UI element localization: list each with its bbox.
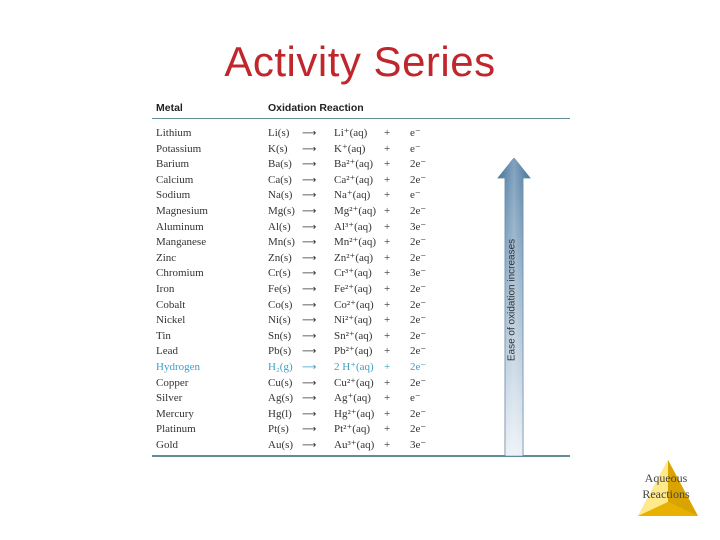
electrons-cell: 2e⁻	[410, 236, 427, 249]
electrons-cell: 2e⁻	[410, 158, 427, 171]
plus-sign: +	[384, 376, 391, 389]
reactant-cell: K(s)	[268, 142, 288, 155]
plus-sign: +	[384, 392, 391, 405]
metal-cell: Mercury	[156, 407, 194, 420]
metal-cell: Platinum	[156, 423, 196, 436]
reactant-cell: Hg(l)	[268, 407, 292, 420]
plus-sign: +	[384, 267, 391, 280]
reactant-cell: Al(s)	[268, 220, 291, 233]
table-top-rule	[152, 118, 570, 119]
metal-cell: Magnesium	[156, 204, 208, 217]
product-cell: Hg²⁺(aq)	[334, 407, 375, 420]
plus-sign: +	[384, 204, 391, 217]
reactant-cell: Pt(s)	[268, 423, 289, 436]
reaction-arrow-icon: ⟶	[302, 143, 317, 155]
plus-sign: +	[384, 314, 391, 327]
plus-sign: +	[384, 236, 391, 249]
electrons-cell: 2e⁻	[410, 282, 427, 295]
product-cell: Au³⁺(aq)	[334, 438, 375, 451]
electrons-cell: 2e⁻	[410, 329, 427, 342]
reaction-arrow-icon: ⟶	[302, 315, 317, 327]
reactant-cell: Cr(s)	[268, 267, 291, 280]
metal-cell: Manganese	[156, 236, 207, 249]
plus-sign: +	[384, 298, 391, 311]
product-cell: Ni²⁺(aq)	[334, 314, 372, 327]
reactant-cell: Mn(s)	[268, 236, 295, 249]
product-cell: Zn²⁺(aq)	[334, 251, 374, 264]
reaction-arrow-icon: ⟶	[302, 330, 317, 342]
product-cell: Mg²⁺(aq)	[334, 204, 377, 217]
electrons-cell: e⁻	[410, 392, 421, 405]
metal-cell: Cobalt	[156, 298, 186, 311]
electrons-cell: 3e⁻	[410, 267, 427, 280]
reaction-arrow-icon: ⟶	[302, 252, 317, 264]
product-cell: Fe²⁺(aq)	[334, 282, 372, 295]
plus-sign: +	[384, 423, 391, 436]
reaction-arrow-icon: ⟶	[302, 346, 317, 358]
reaction-arrow-icon: ⟶	[302, 221, 317, 233]
reactant-cell: Na(s)	[268, 189, 293, 202]
metal-cell: Iron	[156, 282, 175, 295]
plus-sign: +	[384, 251, 391, 264]
reactant-cell: Ni(s)	[268, 314, 291, 327]
reactant-cell: Au(s)	[268, 438, 294, 451]
product-cell: Li⁺(aq)	[334, 127, 368, 139]
electrons-cell: 2e⁻	[410, 298, 427, 311]
metal-cell: Nickel	[156, 314, 186, 327]
reaction-arrow-icon: ⟶	[302, 439, 317, 451]
product-cell: Co²⁺(aq)	[334, 298, 374, 311]
product-cell: Al³⁺(aq)	[334, 220, 372, 233]
plus-sign: +	[384, 220, 391, 233]
metal-cell: Barium	[156, 158, 189, 171]
reactant-cell: Fe(s)	[268, 282, 291, 295]
product-cell: Cu²⁺(aq)	[334, 376, 374, 389]
slide-title: Activity Series	[224, 38, 496, 85]
reaction-arrow-icon: ⟶	[302, 237, 317, 249]
metal-cell: Calcium	[156, 173, 194, 186]
reactant-cell: Li(s)	[268, 127, 290, 139]
product-cell: Ba²⁺(aq)	[334, 158, 374, 171]
plus-sign: +	[384, 407, 391, 420]
metal-cell: Tin	[156, 329, 171, 342]
reaction-arrow-icon: ⟶	[302, 268, 317, 280]
reactant-cell: H₂(g)	[268, 360, 293, 373]
metal-cell: Aluminum	[156, 220, 204, 233]
electrons-cell: 2e⁻	[410, 204, 427, 217]
metal-cell: Gold	[156, 438, 178, 451]
electrons-cell: 2e⁻	[410, 251, 427, 264]
reactant-cell: Pb(s)	[268, 345, 292, 358]
plus-sign: +	[384, 142, 391, 155]
metal-cell: Lithium	[156, 127, 192, 139]
plus-sign: +	[384, 329, 391, 342]
electrons-cell: 2e⁻	[410, 314, 427, 327]
reaction-arrow-icon: ⟶	[302, 128, 317, 139]
metal-cell: Lead	[156, 345, 178, 358]
product-cell: Mn²⁺(aq)	[334, 236, 377, 249]
product-cell: Sn²⁺(aq)	[334, 329, 373, 342]
metal-cell: Zinc	[156, 251, 177, 264]
metal-cell: Sodium	[156, 189, 191, 202]
electrons-cell: 2e⁻	[410, 345, 427, 358]
electrons-cell: 3e⁻	[410, 220, 427, 233]
reaction-arrow-icon: ⟶	[302, 424, 317, 436]
reaction-arrow-icon: ⟶	[302, 377, 317, 389]
reactant-cell: Ag(s)	[268, 392, 294, 405]
plus-sign: +	[384, 282, 391, 295]
product-cell: Ag⁺(aq)	[334, 392, 371, 405]
reaction-arrow-icon: ⟶	[302, 174, 317, 186]
product-cell: 2 H⁺(aq)	[334, 360, 374, 373]
metal-cell: Potassium	[156, 142, 202, 155]
reaction-arrow-icon: ⟶	[302, 299, 317, 311]
reactant-cell: Zn(s)	[268, 251, 292, 264]
metal-cell: Copper	[156, 376, 189, 389]
plus-sign: +	[384, 189, 391, 202]
electrons-cell: e⁻	[410, 189, 421, 202]
plus-sign: +	[384, 173, 391, 186]
reactant-cell: Cu(s)	[268, 376, 293, 389]
reaction-arrow-icon: ⟶	[302, 159, 317, 171]
reactant-cell: Sn(s)	[268, 329, 292, 342]
electrons-cell: 2e⁻	[410, 173, 427, 186]
table-row	[152, 142, 570, 158]
electrons-cell: 2e⁻	[410, 360, 427, 373]
reaction-arrow-icon: ⟶	[302, 393, 317, 405]
product-cell: Pb²⁺(aq)	[334, 345, 373, 358]
reactant-cell: Co(s)	[268, 298, 293, 311]
reaction-arrow-icon: ⟶	[302, 190, 317, 202]
metal-cell: Hydrogen	[156, 360, 200, 373]
reaction-arrow-icon: ⟶	[302, 361, 317, 373]
product-cell: Pt²⁺(aq)	[334, 423, 370, 436]
header-metal: Metal	[156, 102, 183, 114]
header-oxidation-reaction: Oxidation Reaction	[268, 102, 364, 114]
reaction-arrow-icon: ⟶	[302, 408, 317, 420]
reactant-cell: Mg(s)	[268, 204, 295, 217]
arrow-label: Ease of oxidation increases	[506, 238, 518, 362]
metal-cell: Silver	[156, 392, 183, 405]
plus-sign: +	[384, 360, 391, 373]
metal-cell: Chromium	[156, 267, 204, 280]
plus-sign: +	[384, 127, 391, 139]
reaction-arrow-icon: ⟶	[302, 205, 317, 217]
product-cell: Cr³⁺(aq)	[334, 267, 372, 280]
electrons-cell: 2e⁻	[410, 407, 427, 420]
product-cell: Ca²⁺(aq)	[334, 173, 374, 186]
reactant-cell: Ca(s)	[268, 173, 292, 186]
electrons-cell: 2e⁻	[410, 376, 427, 389]
plus-sign: +	[384, 158, 391, 171]
reactant-cell: Ba(s)	[268, 158, 292, 171]
product-cell: K⁺(aq)	[334, 142, 366, 155]
plus-sign: +	[384, 345, 391, 358]
electrons-cell: 3e⁻	[410, 438, 427, 451]
badge-text: Aqueous Reactions	[642, 471, 690, 501]
product-cell: Na⁺(aq)	[334, 189, 371, 202]
plus-sign: +	[384, 438, 391, 451]
electrons-cell: 2e⁻	[410, 423, 427, 436]
table-row	[152, 126, 570, 142]
electrons-cell: e⁻	[410, 127, 421, 139]
reaction-arrow-icon: ⟶	[302, 283, 317, 295]
electrons-cell: e⁻	[410, 142, 421, 155]
